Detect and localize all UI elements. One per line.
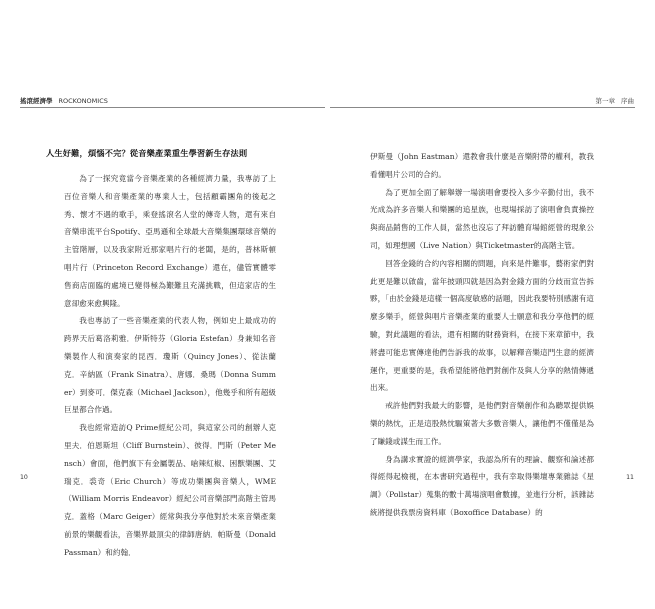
chapter-label: 第一章 (595, 97, 615, 105)
book-subtitle: ROCKONOMICS (58, 97, 108, 105)
running-header-left (20, 97, 108, 105)
paragraph: 為了更加全面了解舉辦一場演唱會要投入多少辛勤付出，我不光成為許多音樂人和樂團的追星族，也現場採訪了演唱會負責操控與商品銷售的工作人員，當然也沒忘了拜訪體育場館經營的現象公司，如理想國（Live Nation）與Ticketmaster的高階主管。 (370, 187, 594, 250)
running-header-right (596, 97, 635, 105)
page-number-right: 11 (626, 474, 634, 481)
right-page (370, 148, 594, 522)
header-rule-right (330, 107, 635, 108)
paragraph: 回答金錢的合約內容相關的問題，向來是件難事，藝術家們對此更是難以啟齒，當年披頭四就是因為對金錢方面的分歧而宣告拆夥，「由於金錢是這樣一個高度敏感的話題，因此我要特別感謝有這麼多樂手，經營與唱片音樂產業的重要人士願意和我分享他們的經驗，對此議題的看法，還有相關的財務資料，在接下來章節中，我將盡可能忠實傳達他們告訴我的故事，以解釋音樂這門生意的經濟運作，更重要的是，我希望能將他們對創作及與人分享的熱情傳遞出來。 (370, 258, 595, 393)
paragraph: 身為講求實證的經濟學家，我認為所有的理論、觀察和論述都得經得起檢視，在本書研究過程中，我有幸取得樂壇專業雜誌《星調》（Pollstar）蒐集的數十萬場演唱會數據，並進行分析，該雜誌統將提供我票房資料庫（Boxoffice Database）的 (370, 454, 594, 517)
page-number-left: 10 (20, 474, 28, 481)
paragraph: 我也專訪了一些音樂產業的代表人物，例如史上最成功的跨界天后葛洛莉雅．伊斯特芬（Gloria Estefan）身兼知名音樂製作人和演奏家的昆西．瓊斯（Quincy Jones）、從法蘭克．辛納區（Frank Sinatra）、唐娜．桑瑪（Donna Summer）到麥可．傑克森（Michael Jackson），他幾乎和所有超級巨星都合作過。 (64, 316, 276, 415)
paragraph: 戒許他們對我最大的影響，是他們對音樂創作和為聽眾提供娛樂的熱忱，正是這股熱忱驅策著大多數音樂人，讓他們不僅僅是為了賺錢或謀生而工作。 (370, 401, 594, 446)
paragraph: 為了一探究竟當今音樂產業的各種經濟力量，我專訪了上百位音樂人和音樂產業的專業人士，包括顧霸團角的後起之秀、懷才不遇的歌手，乘登搖滾名人堂的傳奇人物，還有來自音樂串流平台Spotify、亞馬遜和全球最大音樂集團環球音樂的主管階層，以及我家附近那家唱片行的老闆，是的，普林斯頓唱片行（Princeton Record Exchange）還在，儘管實體零售商店面臨的處境已變得極為艱難且充滿挑戰，但這家店的生意卻愈來愈興隆。 (64, 174, 276, 308)
section-label: 序曲 (621, 97, 634, 105)
left-page (46, 148, 276, 562)
book-title: 搖滾經濟學 (20, 97, 53, 105)
paragraph: 伊斯曼（John Eastman）還教會我什麼是音樂附帶的權利，教我看懂唱片公司的合約。 (370, 152, 594, 179)
header-rule-left (20, 107, 325, 108)
section-heading: 人生好難，煩惱不完？從音樂產業重生學習新生存法則 (46, 148, 248, 158)
paragraph: 我也經常造訪Q Prime經紀公司，與這家公司的創辦人克里夫．伯恩斯坦（Cliff Burnstein）、彼得．門斯（Peter Mensch）會面，他們旗下有金屬製品、嗆辣紅椒、困獸樂團、艾瑞克．裘奇（Eric Church）等成功樂團與音樂人，WME（William Morris Endeavor）經紀公司音樂部門高階主管馬克．蓋格（Marc Geiger）經常與我分享他對於未來音樂產業前景的樂觀看法，音樂界最頂尖的律師唐納．帕斯曼（Donald Passman）和約翰． (64, 423, 276, 557)
